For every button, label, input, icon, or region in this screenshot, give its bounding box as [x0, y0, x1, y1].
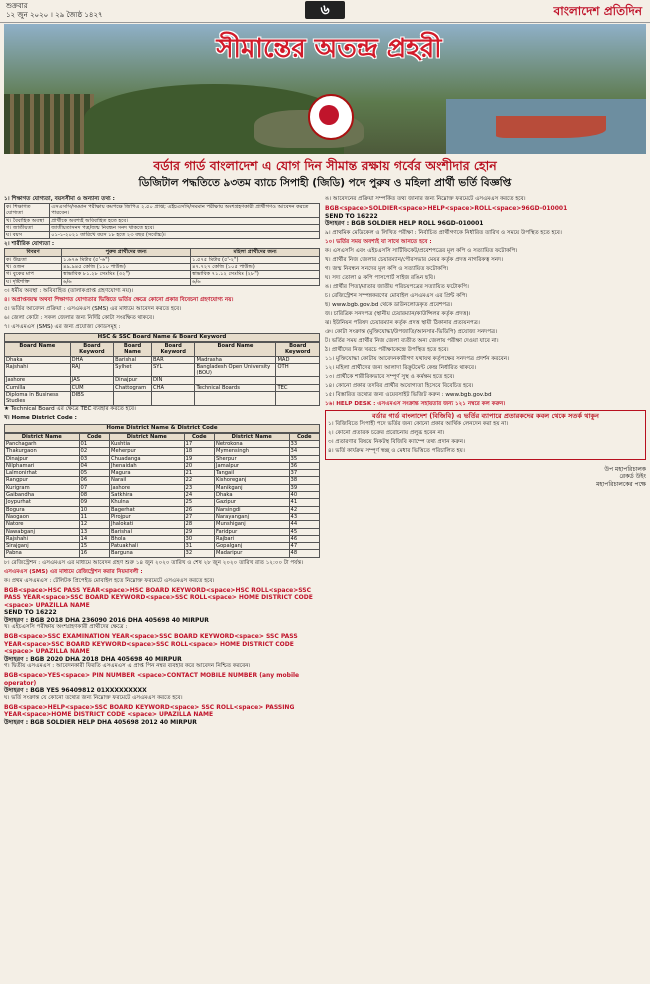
board-table: [4, 342, 320, 406]
table-cell: ঘ। বয়স: [5, 232, 50, 239]
table-cell: Dhaka: [214, 492, 289, 499]
table-cell: 44: [289, 521, 319, 528]
list-item: ঙ। প্রার্থীর পিতা/মাতার জাতীয় পরিচয়পত্রের সত্যায়িত ফটোকপি।: [325, 283, 469, 290]
table-header-cell: Board Keyword: [276, 342, 320, 356]
table-cell: SYL: [151, 363, 195, 377]
table-row: [5, 492, 320, 499]
table-cell: Patuakhali: [109, 543, 184, 550]
table-cell: OTH: [276, 363, 320, 377]
table-cell: 45: [289, 528, 319, 535]
table-cell: Bangladesh Open University (BOU): [195, 363, 276, 377]
table-row: [5, 528, 320, 535]
help-sms-example: উদাহরণ : BGB SOLDIER HELP ROLL 96GD-010001: [325, 220, 484, 227]
table-cell: [114, 392, 152, 406]
table-cell: Gopalganj: [214, 543, 289, 550]
table-cell: 10: [79, 506, 109, 513]
table-cell: Jashore: [109, 484, 184, 491]
table-cell: 34: [289, 448, 319, 455]
table-cell: 43: [289, 513, 319, 520]
help-send-to: SEND TO 16222: [325, 212, 378, 220]
district-table: [4, 433, 320, 558]
table-cell: গ। জাতীয়তা: [5, 224, 50, 231]
table-cell: 26: [184, 506, 214, 513]
section-11: ১১। মুক্তিযোদ্ধা কোটায় আবেদনকারীগণ যথাযথ কর্তৃপক্ষের সনদপত্র প্রদর্শন করবেন।: [325, 355, 510, 362]
section-4: ৪। অপ্রাপ্তবয়স্ক অথবা শিক্ষাগত যোগ্যতার ভিত্তিতে ভর্তির ক্ষেত্রে কোনো প্রকার বিবেচনা গ্রহণযোগ্য নয়।: [4, 296, 234, 303]
headline: বর্ডার গার্ড বাংলাদেশ এ যোগ দিন সীমান্ত রক্ষায় গর্বের অংশীদার হোন: [153, 158, 497, 173]
table-row: [5, 224, 320, 231]
table-cell: ১.৬৭৬ মিটার (৫'-৬"): [62, 256, 191, 263]
table-cell: 41: [289, 499, 319, 506]
send-to-1: SEND TO 16222: [4, 609, 57, 617]
table-header-cell: Board Keyword: [151, 342, 195, 356]
table-row: [5, 278, 320, 285]
table-cell: DIN: [151, 377, 195, 384]
table-cell: TEC: [276, 384, 320, 391]
table-cell: 08: [79, 492, 109, 499]
table-header-cell: বিবরণ: [5, 249, 62, 256]
list-item: জ। চারিত্রিক সনদপত্র (স্থানীয় চেয়ারম্যান/কাউন্সিলর কর্তৃক প্রদত্ত)।: [325, 310, 471, 317]
table-cell: 33: [289, 440, 319, 447]
sms-format-1: BGB<space>HSC PASS YEAR<space>HSC BOARD KEYWORD<space>HSC ROLL<space>SSC PASS YEAR<space>SSC BOARD KEYWORD<space>SSC ROLL<space> HOME DISTRICT CODE <space> UPAZILLA NAME: [4, 586, 313, 609]
masthead-date: [6, 2, 103, 20]
table-cell: ১.৫৭৫ মিটার (৫'-২"): [191, 256, 320, 263]
table-cell: [276, 392, 320, 406]
table-cell: Thakurgaon: [5, 448, 80, 455]
table-cell: 14: [79, 535, 109, 542]
table-row: [5, 455, 320, 462]
table-row: [5, 440, 320, 447]
list-item: ক। এসএসসি এবং এইচএসসি সার্টিফিকেট/প্রবেশপত্রের মূল কপি ও সত্যায়িত ফটোকপি।: [325, 247, 518, 254]
troops-photo: [4, 94, 94, 154]
sms-example-2: উদাহরণ : BGB 2020 DHA 2018 DHA 405698 40 MIRPUR: [4, 655, 182, 663]
table-header-cell: Board Keyword: [70, 342, 114, 356]
table-cell: 25: [184, 499, 214, 506]
table-cell: Joypurhat: [5, 499, 80, 506]
table-cell: ০১-১-২০২১ তারিখে বয়স ১৮ হতে ২৩ বছর (সর্বোচ্চ)।: [50, 232, 320, 239]
table-cell: স্বাভাবিক ৭১.১২ সেঃমিঃ (২৮"): [191, 271, 320, 278]
table-cell: JAS: [70, 377, 114, 384]
sms-rules-title: এসএমএস (SMS) এর মাধ্যমে রেজিস্ট্রেশন করার নিয়মাবলী :: [4, 568, 143, 575]
section-1: [4, 196, 320, 239]
table-cell: 06: [79, 477, 109, 484]
table-cell: Barguna: [109, 550, 184, 557]
table-row: [5, 271, 320, 278]
help-sms-intro: ঙ। আবেদনের প্রক্রিয়া সম্পর্কিত তথ্য জানার জন্য নিম্নোক্ত ফরমেটে এসএমএস করতে হবে।: [325, 196, 526, 202]
table-cell: Barishal: [109, 528, 184, 535]
table-cell: Madaripur: [214, 550, 289, 557]
photo-banner: [4, 24, 646, 154]
table-header-cell: Code: [79, 433, 109, 440]
table-cell: Narayanganj: [214, 513, 289, 520]
table-cell: DIBS: [70, 392, 114, 406]
table-cell: 03: [79, 455, 109, 462]
left-column: [4, 196, 320, 726]
list-item: চ। রেজিস্ট্রেশন সম্পন্নকরণের মোবাইল এসএমএস এর প্রিন্ট কপি।: [325, 292, 468, 299]
table-cell: Bhola: [109, 535, 184, 542]
section-8: ৮। রেজিস্ট্রেশন : এসএমএস এর মাধ্যমে আবেদন গ্রহণ শুরু ১৪ জুন ২০২০ তারিখ ও শেষ ২৮ জুন ২০২০ তারিখ রাত ১২:০০ টা পর্যন্ত।: [4, 559, 304, 566]
bgb-emblem-icon: [308, 94, 354, 140]
table-cell: [151, 392, 195, 406]
table-row: [5, 384, 320, 391]
table-cell: CUM: [70, 384, 114, 391]
table-cell: Chuadanga: [109, 455, 184, 462]
table-cell: গ। বুকের মাপ: [5, 271, 62, 278]
table-header-cell: মহিলা প্রার্থীদের জন্য: [191, 249, 320, 256]
table-cell: 38: [289, 477, 319, 484]
table-header-cell: পুরুষ প্রার্থীদের জন্য: [62, 249, 191, 256]
section-5: ৫। ভর্তির আবেদন প্রক্রিয়া : এসএমএস (SMS) এর মাধ্যমে আবেদন করতে হবে।: [4, 305, 182, 312]
section-1-title: ১। শিক্ষাগত যোগ্যতা, বয়সসীমা ও অন্যান্য তথ্য :: [4, 196, 115, 202]
table-cell: Pirojpur: [109, 513, 184, 520]
table-header-cell: District Name: [5, 433, 80, 440]
table-cell: [276, 377, 320, 384]
table-cell: Rajshahi: [5, 363, 71, 377]
table-cell: Nilphamari: [5, 462, 80, 469]
table-cell: Sirajganj: [5, 543, 80, 550]
section-10-title: ১০। ভর্তির সময় অবশ্যই যা সাথে আনতে হবে :: [325, 238, 432, 245]
table-cell: Nawabganj: [5, 528, 80, 535]
table-cell: 27: [184, 513, 214, 520]
table-cell: 29: [184, 528, 214, 535]
table-cell: Dhaka: [5, 356, 71, 363]
table-row: [5, 470, 320, 477]
sms-format-2: BGB<space>SSC EXAMINATION YEAR<space>SSC BOARD KEYWORD<space> SSC PASS YEAR<space>SSC BOARD KEYWORD<space>SSC ROLL<space> HOME DISTRICT CODE <space> UPAZILLA NAME: [4, 633, 298, 656]
masthead-day: শুক্রবার: [6, 2, 28, 10]
signatory-title: উপ মহাপরিচালক: [604, 465, 646, 473]
signatory-wing: রেকর্ড উইং: [619, 473, 646, 480]
table-row: [5, 506, 320, 513]
table-cell: Gazipur: [214, 499, 289, 506]
table-cell: 30: [184, 535, 214, 542]
table-cell: 48: [289, 550, 319, 557]
table-cell: 18: [184, 448, 214, 455]
table-cell: 37: [289, 470, 319, 477]
table-cell: Jhalokati: [109, 521, 184, 528]
table-cell: Manikganj: [214, 484, 289, 491]
table-cell: 47: [289, 543, 319, 550]
table-row: [5, 448, 320, 455]
table-cell: CHA: [151, 384, 195, 391]
table-cell: DHA: [70, 356, 114, 363]
table-cell: Natore: [5, 521, 80, 528]
table-header-cell: Code: [289, 433, 319, 440]
list-item: খ। প্রার্থীর নিজ জেলার চেয়ারম্যান/পৌরসভার মেয়র কর্তৃক প্রদত্ত নাগরিকত্ব সনদ।: [325, 256, 504, 263]
table-row: [5, 462, 320, 469]
table-cell: Sylhet: [114, 363, 152, 377]
table-cell: RAJ: [70, 363, 114, 377]
table-cell: 09: [79, 499, 109, 506]
patrol-boat-photo: [496, 116, 606, 138]
sms-format-4: BGB<space>HELP<space>SSC BOARD KEYWORD<space> SSC ROLL<space> PASSING YEAR<space>HOME DISTRICT CODE <space> UPAZILLA NAME: [4, 703, 295, 719]
section-2: [4, 241, 320, 285]
home-district-intro: খ। Home District Code :: [4, 414, 77, 421]
table-row: [5, 535, 320, 542]
table-cell: খ। বৈবাহিক অবস্থা: [5, 217, 50, 224]
table-cell: Netrokona: [214, 440, 289, 447]
table-cell: 35: [289, 455, 319, 462]
table-cell: Chattogram: [114, 384, 152, 391]
list-item: ঘ। সদ্য তোলা ৪ কপি পাসপোর্ট সাইজ রঙিন ছবি।: [325, 274, 436, 281]
table-cell: Kushtia: [109, 440, 184, 447]
sms-rule-2: খ। এইচএসসি পরীক্ষায় অংশগ্রহণকারী প্রার্থীদের ক্ষেত্রে :: [4, 624, 128, 631]
fraud-warning-list: [328, 421, 643, 455]
table-cell: 11: [79, 513, 109, 520]
table-cell: Rajshahi: [5, 535, 80, 542]
table-row: [5, 521, 320, 528]
table-cell: Technical Boards: [195, 384, 276, 391]
table-header-cell: District Name: [214, 433, 289, 440]
table-cell: 02: [79, 448, 109, 455]
table-cell: 32: [184, 550, 214, 557]
list-item: ঞ। কোটা সংক্রান্ত (মুক্তিযোদ্ধা/উপজাতি/আনসার-ভিডিপি) প্রযোজ্য সনদপত্র।: [325, 328, 498, 335]
table-cell: Sherpur: [214, 455, 289, 462]
table-cell: 40: [289, 492, 319, 499]
table-cell: স্বাভাবিক ৮১.২৮ সেঃমিঃ (৩২"): [62, 271, 191, 278]
list-item: ২। কোনো প্রতারক চক্রের প্ররোচনায় প্রলুব্ধ হবেন না।: [328, 429, 445, 436]
table-cell: Gaibandha: [5, 492, 80, 499]
table-cell: 04: [79, 462, 109, 469]
table-row: [5, 543, 320, 550]
table-cell: Narsingdi: [214, 506, 289, 513]
table-cell: ৬/৬: [62, 278, 191, 285]
table-cell: 39: [289, 484, 319, 491]
newspaper-logo: বাংলাদেশ প্রতিদিন: [553, 4, 642, 18]
table-header-cell: Board Name: [114, 342, 152, 356]
table-cell: Tangail: [214, 470, 289, 477]
table-cell: Dinajpur: [5, 455, 80, 462]
table-cell: Jashore: [5, 377, 71, 384]
table-cell: ৪৭.৭২৭ কেজি (১০৫ পাউন্ড): [191, 264, 320, 271]
banner-title: সীমান্তের অতন্দ্র প্রহরী: [216, 34, 442, 64]
list-item: গ। জন্ম নিবন্ধন সনদের মূল কপি ও সত্যায়িত ফটোকপি।: [325, 265, 449, 272]
table-cell: 13: [79, 528, 109, 535]
table-cell: 24: [184, 492, 214, 499]
table-header-cell: Board Name: [5, 342, 71, 356]
table-cell: ৬/৬: [191, 278, 320, 285]
section-3: ৩। ধর্মীয় অবস্থা : অবিবাহিত (তালাকপ্রাপ্ত গ্রহণযোগ্য নয়)।: [4, 287, 134, 294]
table-cell: 15: [79, 543, 109, 550]
table-cell: 31: [184, 543, 214, 550]
table-row: [5, 256, 320, 263]
table-cell: Jamalpur: [214, 462, 289, 469]
table-row: [5, 392, 320, 406]
table-cell: BAR: [151, 356, 195, 363]
table-cell: Faridpur: [214, 528, 289, 535]
fraud-warning-title: বর্ডার গার্ড বাংলাদেশ (বিজিবি) এ ভর্তির ব্যাপারে প্রতারকদের কবল থেকে সতর্ক থাকুন: [372, 411, 599, 420]
table-cell: Bagerhat: [109, 506, 184, 513]
table-cell: Madrasha: [195, 356, 276, 363]
table-cell: Magura: [109, 470, 184, 477]
table-cell: 21: [184, 470, 214, 477]
list-item: ছ। www.bgb.gov.bd থেকে ডাউনলোডকৃত প্রবেশপত্র।: [325, 301, 453, 308]
table-cell: Panchagarh: [5, 440, 80, 447]
table-cell: এসএসসি/সমমান পরীক্ষায় কমপক্ষে জিপিএ ২.৫০ প্রাপ্ত; এইচএসসি/সমমান পরীক্ষায় অংশগ্রহণকারী প্রার্থীগণও আবেদন করতে পারবেন।: [50, 204, 320, 218]
table-header-cell: Code: [184, 433, 214, 440]
sms-example-1: উদাহরণ : BGB 2018 DHA 236090 2016 DHA 405698 40 MIRPUR: [4, 616, 209, 624]
section-12: ১২। মহিলা প্রার্থীদের জন্য আলাদা রিক্রুটমেন্ট কেন্দ্র নির্ধারিত থাকবে।: [325, 364, 477, 371]
table-cell: [195, 377, 276, 384]
table-cell: [195, 392, 276, 406]
table-cell: 17: [184, 440, 214, 447]
section-7: ৭। এসএমএস (SMS) এর জন্য প্রযোজ্য কোডসমূহ :: [4, 323, 121, 330]
table-cell: Jhenaidah: [109, 462, 184, 469]
table-row: [5, 513, 320, 520]
table-cell: 07: [79, 484, 109, 491]
table-cell: 23: [184, 484, 214, 491]
signature-block: [325, 466, 646, 489]
table-row: [5, 484, 320, 491]
list-item: ট। ভর্তির সময় প্রার্থীর নিজ জেলা ব্যতীত অন্য জেলায় পরীক্ষা দেওয়া যাবে না।: [325, 337, 499, 344]
list-item: ৪। ভর্তি কার্যক্রম সম্পূর্ণ স্বচ্ছ ও মেধার ভিত্তিতে পরিচালিত হয়।: [328, 447, 465, 454]
section-14: ১৪। কোনো প্রকার তদবির প্রার্থীর অযোগ্যতা হিসেবে বিবেচিত হবে।: [325, 382, 474, 389]
section-13: ১৩। প্রার্থীকে শারীরিকভাবে সম্পূর্ণ সুস্থ ও কর্মক্ষম হতে হবে।: [325, 373, 455, 380]
table-cell: Cumilla: [5, 384, 71, 391]
table-row: [5, 550, 320, 557]
table-cell: 20: [184, 462, 214, 469]
sms-example-4: উদাহরণ : BGB SOLDIER HELP DHA 405698 2012 40 MIRPUR: [4, 718, 197, 726]
required-documents-list: [325, 248, 646, 354]
table-cell: Bogura: [5, 506, 80, 513]
table-cell: ক। শিক্ষাগত যোগ্যতা: [5, 204, 50, 218]
table-cell: 01: [79, 440, 109, 447]
table-cell: 42: [289, 506, 319, 513]
table-cell: ক। উচ্চতা: [5, 256, 62, 263]
sms-example-3: উদাহরণ : BGB YES 96409812 01XXXXXXXXX: [4, 687, 147, 695]
table-row: [5, 217, 320, 224]
table-row: [5, 232, 320, 239]
table-cell: 16: [79, 550, 109, 557]
masthead-date-text: ১২ জুন ২০২০ । ২৯ জ্যৈষ্ঠ ১৪২৭: [6, 11, 103, 19]
fraud-warning-box: [325, 410, 646, 460]
section-2-title: ২। শারীরিক যোগ্যতা :: [4, 241, 55, 248]
table-row: [5, 363, 320, 377]
sms-rule-4: ঘ। ভর্তি সংক্রান্ত যে কোনো তথ্যের জন্য নিম্নোক্ত ফরমেটে এসএমএস করতে হবে।: [4, 694, 183, 701]
table-cell: খ। ওজন: [5, 264, 62, 271]
table-cell: Mymensingh: [214, 448, 289, 455]
table-cell: MAD: [276, 356, 320, 363]
table-cell: 28: [184, 521, 214, 528]
table-row: [5, 477, 320, 484]
sms-format-3: BGB<space>YES<space> PIN NUMBER <space>CONTACT MOBILE NUMBER (any mobile operator): [4, 672, 300, 687]
subheadline: ডিজিটাল পদ্ধতিতে ৯৩তম ব্যাচে সিপাহী (জিডি) পদে পুরুষ ও মহিলা প্রার্থী ভর্তি বিজ্ঞপ্তি: [138, 177, 512, 189]
list-item: ঠ। প্রার্থীদের নিজ খরচে পরীক্ষাকেন্দ্রে উপস্থিত হতে হবে।: [325, 346, 449, 353]
table-cell: Meherpur: [109, 448, 184, 455]
right-column: [325, 196, 646, 488]
district-table-title: Home District Name & District Code: [4, 424, 320, 433]
table-cell: Barishal: [114, 356, 152, 363]
table-cell: 22: [184, 477, 214, 484]
board-table-title: HSC & SSC Board Name & Board Keyword: [4, 333, 320, 342]
table-row: [5, 204, 320, 218]
table-header-cell: District Name: [109, 433, 184, 440]
signatory-on-behalf: মহাপরিচালকের পক্ষে: [596, 480, 646, 488]
technical-board-note: ★ Technical Board এর ক্ষেত্রে TEC ব্যবহার করতে হবে।: [4, 405, 136, 412]
table-cell: Pabna: [5, 550, 80, 557]
table-cell: Khulna: [109, 499, 184, 506]
table-header-cell: Board Name: [195, 342, 276, 356]
physical-table: [4, 248, 320, 285]
table-row: [5, 377, 320, 384]
table-cell: Naogaon: [5, 513, 80, 520]
table-cell: 05: [79, 470, 109, 477]
table-cell: Kurigram: [5, 484, 80, 491]
sms-rule-3: গ। দ্বিতীয় এসএমএস : আবেদনকারী ফিরতি এসএমএস এ প্রাপ্ত পিন নম্বর ব্যবহার করে আবেদন নিশ্চিত করবেন।: [4, 663, 251, 670]
masthead: [0, 0, 650, 23]
table-cell: প্রার্থীকে অবশ্যই অবিবাহিত হতে হবে।: [50, 217, 320, 224]
section-6: ৬। জেলা কোটা : সকল জেলার জন্য নির্দিষ্ট কোটা সংরক্ষিত থাকবে।: [4, 314, 155, 321]
table-cell: Narail: [109, 477, 184, 484]
table-cell: ঘ। দৃষ্টিশক্তি: [5, 278, 62, 285]
table-cell: জাতীয়তাসনদ পত্র/জন্ম নিবন্ধন সনদ থাকতে হবে।: [50, 224, 320, 231]
table-cell: Diploma in Business Studies: [5, 392, 71, 406]
table-cell: Dinajpur: [114, 377, 152, 384]
sms-rule-1: ক। প্রথম এসএমএস : টেলিটক প্রিপেইড মোবাইল হতে নিম্নোক্ত ফরমেটে এসএমএস করতে হবে।: [4, 577, 215, 584]
list-item: ৩। প্রতারণার বিষয়ে নিকটস্থ বিজিবি ক্যাম্পে তথ্য প্রদান করুন।: [328, 438, 465, 445]
table-cell: Lalmonirhat: [5, 470, 80, 477]
table-row: [5, 264, 320, 271]
section-16-help-desk: ১৬। HELP DESK : এসএমএস সংক্রান্ত সহায়তার জন্য ১২১ নম্বরে কল করুন।: [325, 400, 506, 407]
table-cell: Rajbari: [214, 535, 289, 542]
table-cell: 19: [184, 455, 214, 462]
table-cell: 36: [289, 462, 319, 469]
qualification-table: [4, 203, 320, 239]
table-row: [5, 499, 320, 506]
table-cell: 46: [289, 535, 319, 542]
help-sms-format: BGB<space>SOLDIER<space>HELP<space>ROLL<space>96GD-010001: [325, 205, 568, 212]
table-cell: Munshiganj: [214, 521, 289, 528]
page-number: ৬: [305, 1, 345, 19]
table-cell: Kishoreganj: [214, 477, 289, 484]
table-row: [5, 356, 320, 363]
list-item: ১। বিজিবিতে সিপাহী পদে ভর্তির জন্য কোনো প্রকার আর্থিক লেনদেন করা হয় না।: [328, 420, 509, 427]
table-cell: Rangpur: [5, 477, 80, 484]
section-9: ৯। প্রাথমিক মেডিকেল ও লিখিত পরীক্ষা : নির্বাচিত প্রার্থীগণকে নির্ধারিত তারিখ ও সময়ে উপস্থিত হতে হবে।: [325, 229, 562, 236]
table-cell: 12: [79, 521, 109, 528]
table-cell: ৪৯.৯৪৫ কেজি (১১০ পাউন্ড): [62, 264, 191, 271]
table-cell: Satkhira: [109, 492, 184, 499]
list-item: ঝ। ইউনিয়ন পরিষদ চেয়ারম্যান কর্তৃক প্রদত্ত স্থায়ী ঠিকানার প্রত্যয়নপত্র।: [325, 319, 480, 326]
section-15-website: ১৫। বিস্তারিত তথ্যের জন্য ওয়েবসাইট ভিজিট করুন : www.bgb.gov.bd: [325, 391, 492, 398]
